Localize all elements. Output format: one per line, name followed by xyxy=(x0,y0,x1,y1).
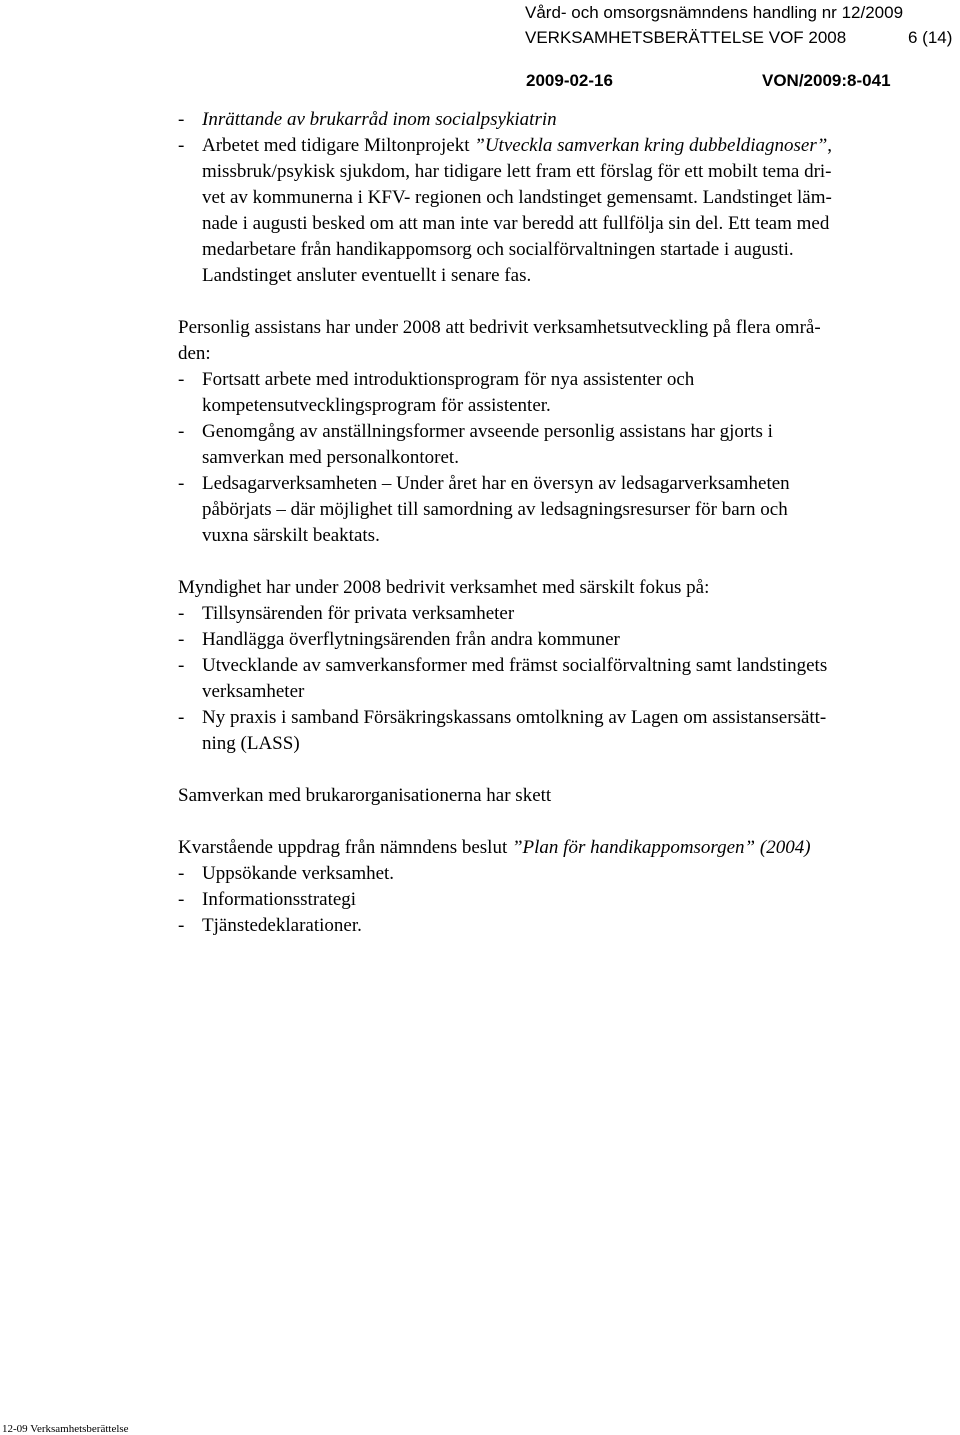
header-date: 2009-02-16 xyxy=(526,71,613,90)
text-run: , missbruk/psykisk sjukdom, har tidigare lett fram ett förslag för ett mobilt tema dri- xyxy=(202,135,833,182)
list-item-text: Informationsstrategi xyxy=(202,889,357,910)
list-item-text: Uppsökande verksamhet. xyxy=(202,863,395,884)
text-line: kompetensutvecklingsprogram för assistenter. xyxy=(202,395,551,416)
text-line: nade i augusti besked om att man inte var beredd att fullfölja sin del. Ett team med xyxy=(202,213,830,234)
paragraph-personlig-assistans xyxy=(178,315,940,367)
list-item xyxy=(178,107,940,133)
text-line xyxy=(202,133,940,185)
list-dash: - xyxy=(178,369,185,390)
list-item-text xyxy=(202,419,940,471)
list-dash: - xyxy=(178,707,185,728)
text-run: Kvarstående uppdrag från nämndens beslut xyxy=(178,837,512,858)
list-item xyxy=(178,133,940,289)
text-line: vuxna särskilt beaktats. xyxy=(202,525,380,546)
list-item-text xyxy=(202,601,940,627)
list-dash: - xyxy=(178,473,185,494)
list-dash: - xyxy=(178,863,185,884)
project-title: ”Utveckla samverkan kring dubbeldiagnoser” xyxy=(474,135,828,156)
list-item-text xyxy=(202,133,940,289)
list-dash: - xyxy=(178,109,185,130)
text-line: ning (LASS) xyxy=(202,733,300,754)
list-item xyxy=(178,601,940,627)
text-line: medarbetare från handikappomsorg och socialförvaltningen startade i augusti. xyxy=(202,239,794,260)
list-dash: - xyxy=(178,915,185,936)
plan-title: ”Plan för handikappomsorgen” (2004) xyxy=(511,837,811,858)
text-line: verksamheter xyxy=(202,681,305,702)
text-line: den: xyxy=(178,343,211,364)
text-line: Utvecklande av samverkansformer med främst socialförvaltning samt landstingets xyxy=(202,655,828,676)
header-committee-handling: Vård- och omsorgsnämndens handling nr 12/2009 xyxy=(525,3,904,22)
list-dash: - xyxy=(178,629,185,650)
text-line: Tillsynsärenden för privata verksamheter xyxy=(202,603,515,624)
text-line: samverkan med personalkontoret. xyxy=(202,447,459,468)
list-item-text xyxy=(202,367,940,419)
header-reference: VON/2009:8-041 xyxy=(762,71,891,90)
list-item-text xyxy=(202,653,940,705)
text-line: Handlägga överflytningsärenden från andra kommuner xyxy=(202,629,620,650)
text-line: Landstinget ansluter eventuellt i senare fas. xyxy=(202,265,532,286)
list-item xyxy=(178,705,940,757)
list-item xyxy=(178,913,940,939)
paragraph-myndighet: Myndighet har under 2008 bedrivit verksamhet med särskilt fokus på: xyxy=(178,577,710,598)
list-item xyxy=(178,653,940,705)
list-item xyxy=(178,627,940,653)
list-dash: - xyxy=(178,655,185,676)
list-item-text: Tjänstedeklarationer. xyxy=(202,915,362,936)
list-item-text xyxy=(202,471,940,549)
text-line: Personlig assistans har under 2008 att bedrivit verksamhetsutveckling på flera områ- xyxy=(178,317,821,338)
list-dash: - xyxy=(178,889,185,910)
list-dash: - xyxy=(178,603,185,624)
list-dash: - xyxy=(178,421,185,442)
list-item-text xyxy=(202,705,940,757)
header-page-number: 6 (14) xyxy=(908,28,953,47)
text-line: påbörjats – där möjlighet till samordning av ledsagningsresurser för barn och xyxy=(202,499,788,520)
text-line: Ledsagarverksamheten – Under året har en översyn av ledsagarverksamheten xyxy=(202,473,790,494)
page-footer: 12-09 Verksamhetsberättelse xyxy=(2,1423,129,1435)
list-dash: - xyxy=(178,135,185,156)
list-item xyxy=(178,419,940,471)
list-item xyxy=(178,471,940,549)
text-line: Fortsatt arbete med introduktionsprogram för nya assistenter och xyxy=(202,369,695,390)
list-item-text: Inrättande av brukarråd inom socialpsykiatrin xyxy=(202,109,557,130)
list-item xyxy=(178,367,940,419)
header-report-title: VERKSAMHETSBERÄTTELSE VOF 2008 xyxy=(525,28,847,47)
paragraph-samverkan: Samverkan med brukarorganisationerna har skett xyxy=(178,785,552,806)
text-run: Arbetet med tidigare Miltonprojekt xyxy=(202,135,475,156)
document-body xyxy=(178,107,940,939)
text-line: Ny praxis i samband Försäkringskassans omtolkning av Lagen om assistansersätt- xyxy=(202,707,827,728)
list-item xyxy=(178,887,940,913)
list-item xyxy=(178,861,940,887)
text-line: Genomgång av anställningsformer avseende personlig assistans har gjorts i xyxy=(202,421,773,442)
text-line: vet av kommunerna i KFV- regionen och landstinget gemensamt. Landstinget läm- xyxy=(202,187,832,208)
list-item-text xyxy=(202,627,940,653)
paragraph-kvarstaende xyxy=(178,835,940,861)
